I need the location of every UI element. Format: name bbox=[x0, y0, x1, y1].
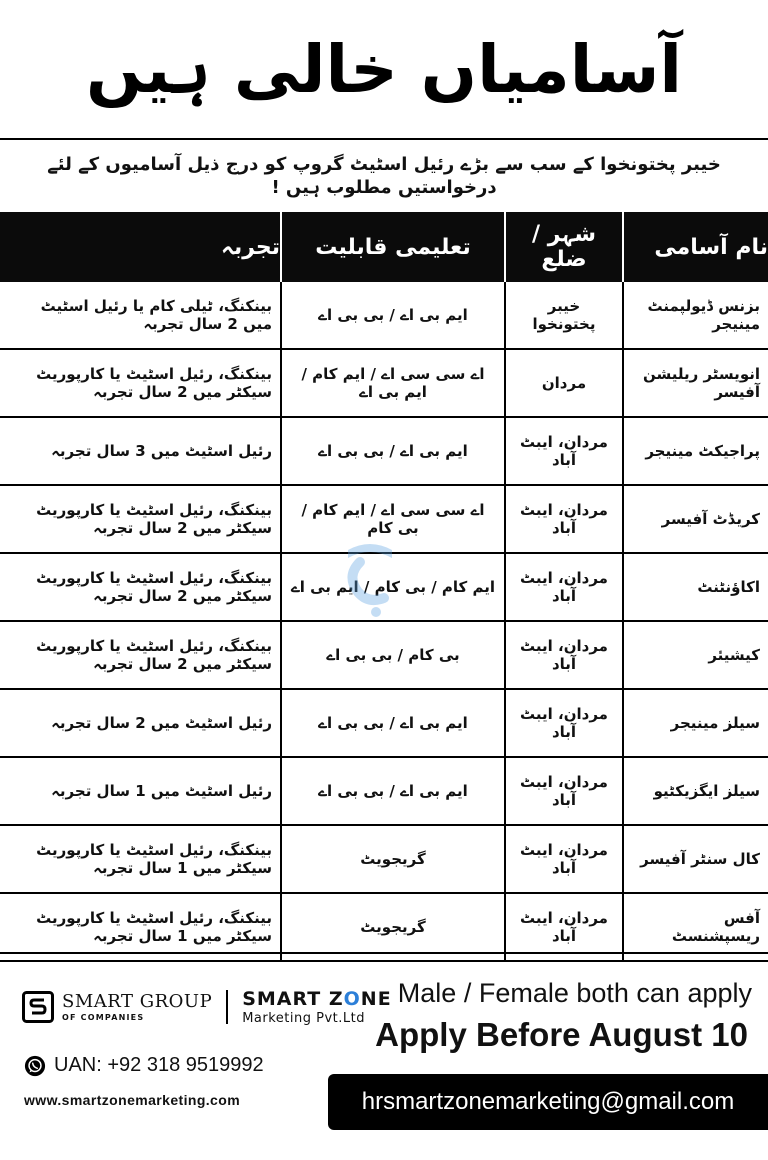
smart-group-sub: OF COMPANIES bbox=[62, 1012, 145, 1022]
cell-education: ایم بی اے / بی بی اے bbox=[280, 418, 504, 486]
cell-post: کریڈٹ آفیسر bbox=[622, 486, 768, 554]
footer bbox=[0, 952, 768, 1160]
cell-experience: بینکنگ، رئیل اسٹیٹ یا کارپوریٹ سیکٹر میں 1 سال تجربہ bbox=[0, 894, 280, 962]
cell-city: مردان، ایبٹ آباد bbox=[504, 894, 622, 962]
email-bar bbox=[328, 1074, 768, 1130]
whatsapp-icon bbox=[24, 1055, 46, 1077]
header-education: تعلیمی قابلیت bbox=[280, 212, 504, 282]
cell-experience: رئیل اسٹیٹ میں 2 سال تجربہ bbox=[0, 690, 280, 758]
cell-education: ایم بی اے / بی بی اے bbox=[280, 690, 504, 758]
table-row bbox=[0, 690, 768, 758]
cell-city: مردان، ایبٹ آباد bbox=[504, 418, 622, 486]
cell-city: مردان، ایبٹ آباد bbox=[504, 486, 622, 554]
cell-post: کیشیئر bbox=[622, 622, 768, 690]
cell-education: گریجویٹ bbox=[280, 826, 504, 894]
smart-zone-brand bbox=[242, 988, 391, 1026]
cell-education: ایم کام / بی کام / ایم بی اے bbox=[280, 554, 504, 622]
cell-experience: رئیل اسٹیٹ میں 1 سال تجربہ bbox=[0, 758, 280, 826]
newspaper-watermark-icon bbox=[338, 536, 402, 620]
smart-zone-sub: Marketing Pvt.Ltd bbox=[242, 1011, 365, 1026]
table-row bbox=[0, 282, 768, 350]
table-header-row bbox=[0, 212, 768, 282]
cell-post: سیلز ایگزیکٹیو bbox=[622, 758, 768, 826]
cell-experience: بینکنگ، رئیل اسٹیٹ یا کارپوریٹ سیکٹر میں 1 سال تجربہ bbox=[0, 826, 280, 894]
cell-experience: بینکنگ، ٹیلی کام یا رئیل اسٹیٹ میں 2 سال تجربہ bbox=[0, 282, 280, 350]
cell-post: آفس ریسپشنسٹ bbox=[622, 894, 768, 962]
cell-city: مردان، ایبٹ آباد bbox=[504, 690, 622, 758]
header-experience: تجربہ bbox=[0, 212, 280, 282]
smart-zone-name-accent: O bbox=[343, 988, 361, 1010]
cell-experience: بینکنگ، رئیل اسٹیٹ یا کارپوریٹ سیکٹر میں 2 سال تجربہ bbox=[0, 622, 280, 690]
table-row bbox=[0, 758, 768, 826]
apply-deadline: Apply Before August 10 bbox=[375, 1016, 748, 1053]
smart-group-brand bbox=[62, 990, 213, 1022]
intro-section bbox=[0, 138, 768, 212]
cell-post: اکاؤنٹنٹ bbox=[622, 554, 768, 622]
cell-experience: بینکنگ، رئیل اسٹیٹ یا کارپوریٹ سیکٹر میں 2 سال تجربہ bbox=[0, 486, 280, 554]
cell-education: اے سی سی اے / ایم کام / بی کام bbox=[280, 486, 504, 554]
uan-number: UAN: +92 318 9519992 bbox=[54, 1054, 264, 1076]
table-row bbox=[0, 622, 768, 690]
email-link[interactable]: hrsmartzonemarketing@gmail.com bbox=[361, 1088, 735, 1115]
cell-post: کال سنٹر آفیسر bbox=[622, 826, 768, 894]
cell-education: ایم بی اے / بی بی اے bbox=[280, 758, 504, 826]
table-row bbox=[0, 826, 768, 894]
smart-zone-name-pre: SMART Z bbox=[242, 988, 344, 1010]
cell-experience: رئیل اسٹیٹ میں 3 سال تجربہ bbox=[0, 418, 280, 486]
cell-post: سیلز مینیجر bbox=[622, 690, 768, 758]
brand-row bbox=[22, 988, 392, 1026]
cell-city: مردان، ایبٹ آباد bbox=[504, 554, 622, 622]
header-post: نام آسامی bbox=[622, 212, 768, 282]
cell-city: مردان، ایبٹ آباد bbox=[504, 758, 622, 826]
uan-row bbox=[24, 1054, 264, 1077]
cell-education: بی کام / بی بی اے bbox=[280, 622, 504, 690]
cell-post: بزنس ڈیولپمنٹ مینیجر bbox=[622, 282, 768, 350]
cell-city: مردان bbox=[504, 350, 622, 418]
smart-zone-name bbox=[242, 988, 391, 1010]
cell-education: گریجویٹ bbox=[280, 894, 504, 962]
smart-zone-name-post: NE bbox=[360, 988, 392, 1010]
cell-education: ایم بی اے / بی بی اے bbox=[280, 282, 504, 350]
smart-group-logo-icon bbox=[22, 991, 54, 1023]
cell-city: خیبر پختونخوا bbox=[504, 282, 622, 350]
website-link[interactable]: www.smartzonemarketing.com bbox=[24, 1092, 241, 1108]
cell-post: پراجیکٹ مینیجر bbox=[622, 418, 768, 486]
smart-group-name: SMART GROUP bbox=[62, 990, 213, 1012]
header-city: شہر / ضلع bbox=[504, 212, 622, 282]
cell-education: اے سی سی اے / ایم کام / ایم بی اے bbox=[280, 350, 504, 418]
table-row bbox=[0, 350, 768, 418]
intro-text: خیبر پختونخوا کے سب سے بڑے رئیل اسٹیٹ گروپ کو درج ذیل آسامیوں کے لئے درخواستیں مطلوب ہیں ! bbox=[47, 153, 721, 198]
apply-note: Male / Female both can apply bbox=[397, 978, 752, 1008]
cell-experience: بینکنگ، رئیل اسٹیٹ یا کارپوریٹ سیکٹر میں 2 سال تجربہ bbox=[0, 554, 280, 622]
page-title: آسامیاں خالی ہیں bbox=[85, 30, 683, 108]
header-banner bbox=[0, 0, 768, 138]
cell-city: مردان، ایبٹ آباد bbox=[504, 622, 622, 690]
table-row bbox=[0, 418, 768, 486]
brand-divider bbox=[226, 990, 228, 1024]
cell-experience: بینکنگ، رئیل اسٹیٹ یا کارپوریٹ سیکٹر میں 2 سال تجربہ bbox=[0, 350, 280, 418]
cell-post: انویسٹر ریلیشن آفیسر bbox=[622, 350, 768, 418]
cell-city: مردان، ایبٹ آباد bbox=[504, 826, 622, 894]
